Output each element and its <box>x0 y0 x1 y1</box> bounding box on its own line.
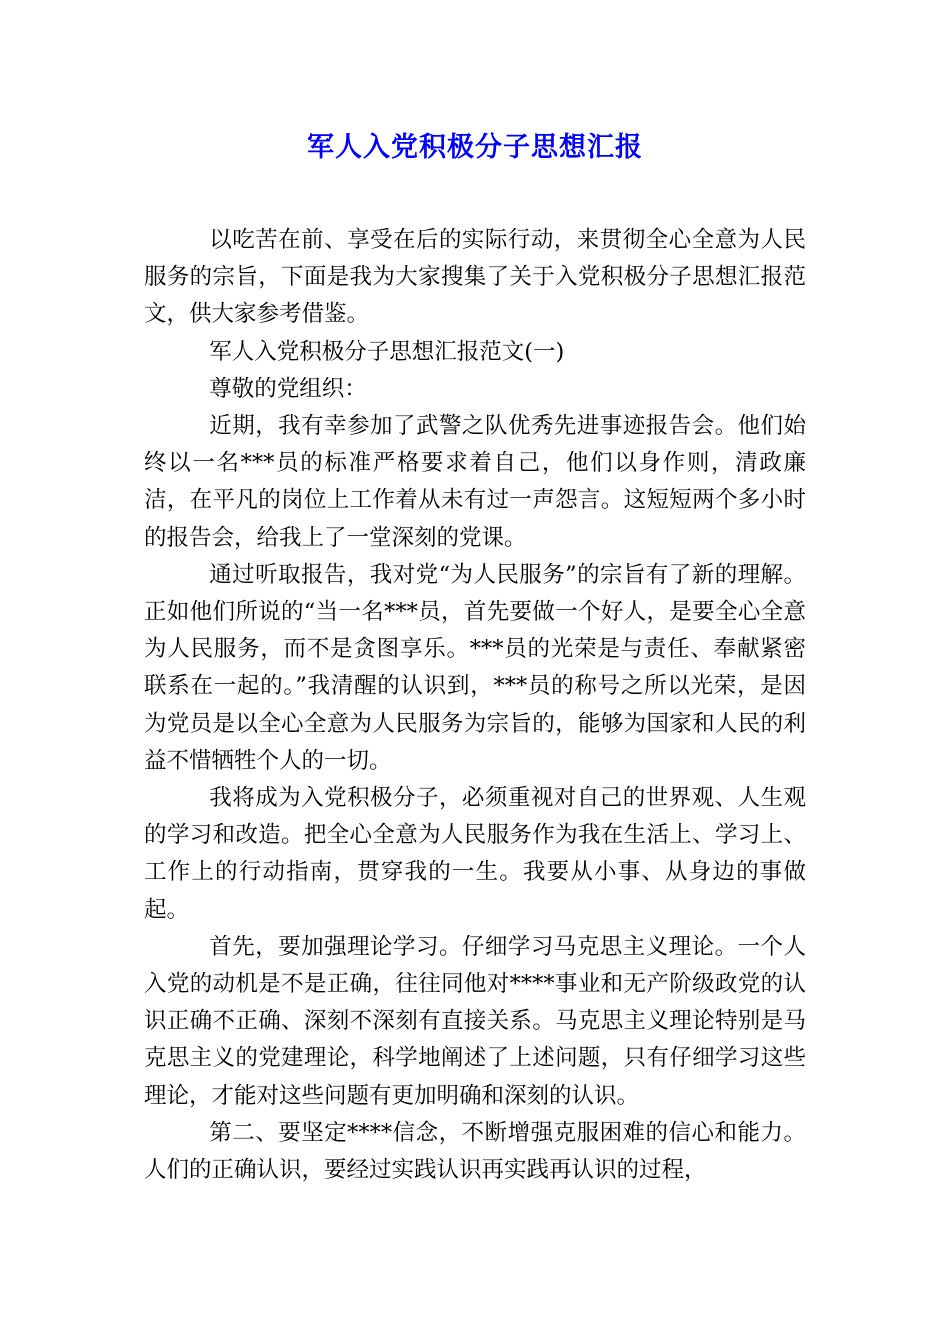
paragraph-body-1: 近期，我有幸参加了武警之队优秀先进事迹报告会。他们始终以一名***员的标准严格要求着自己，他们以身作则，清政廉洁，在平凡的岗位上工作着从未有过一声怨言。这短短两个多小时的报告会，给我上了一堂深刻的党课。 <box>144 413 806 551</box>
paragraph-body-5: 第二、要坚定****信念，不断增强克服困难的信心和能力。人们的正确认识，要经过实践认识再实践再认识的过程， <box>144 1119 806 1184</box>
paragraph-body-2: 通过听取报告，我对党“为人民服务”的宗旨有了新的理解。正如他们所说的“当一名***员，首先要做一个好人，是要全心全意为人民服务，而不是贪图享乐。***员的光荣是与责任、奉献紧密联系在一起的。”我清醒的认识到，***员的称号之所以光荣，是因为党员是以全心全意为人民服务为宗旨的，能够为国家和人民的利益不惜牺牲个人的一切。 <box>144 561 806 774</box>
paragraph-body-4: 首先，要加强理论学习。仔细学习马克思主义理论。一个人入党的动机是不是正确，往往同他对****事业和无产阶级政党的认识正确不正确、深刻不深刻有直接关系。马克思主义理论特别是马克思主义的党建理论，科学地阐述了上述问题，只有仔细学习这些理论，才能对这些问题有更加明确和深刻的认识。 <box>144 933 806 1109</box>
paragraph-subtitle: 军人入党积极分子思想汇报范文(一) <box>209 338 565 365</box>
paragraph-salutation: 尊敬的党组织： <box>209 375 367 402</box>
paragraph-body-3: 我将成为入党积极分子，必须重视对自己的世界观、人生观的学习和改造。把全心全意为人民服务作为我在生活上、学习上、工作上的行动指南，贯穿我的一生。我要从小事、从身边的事做起。 <box>144 785 806 923</box>
document-title: 军人入党积极分子思想汇报 <box>307 132 643 163</box>
document-body <box>144 222 806 1189</box>
paragraph-intro: 以吃苦在前、享受在后的实际行动，来贯彻全心全意为人民服务的宗旨，下面是我为大家搜集了关于入党积极分子思想汇报范文，供大家参考借鉴。 <box>144 227 806 328</box>
